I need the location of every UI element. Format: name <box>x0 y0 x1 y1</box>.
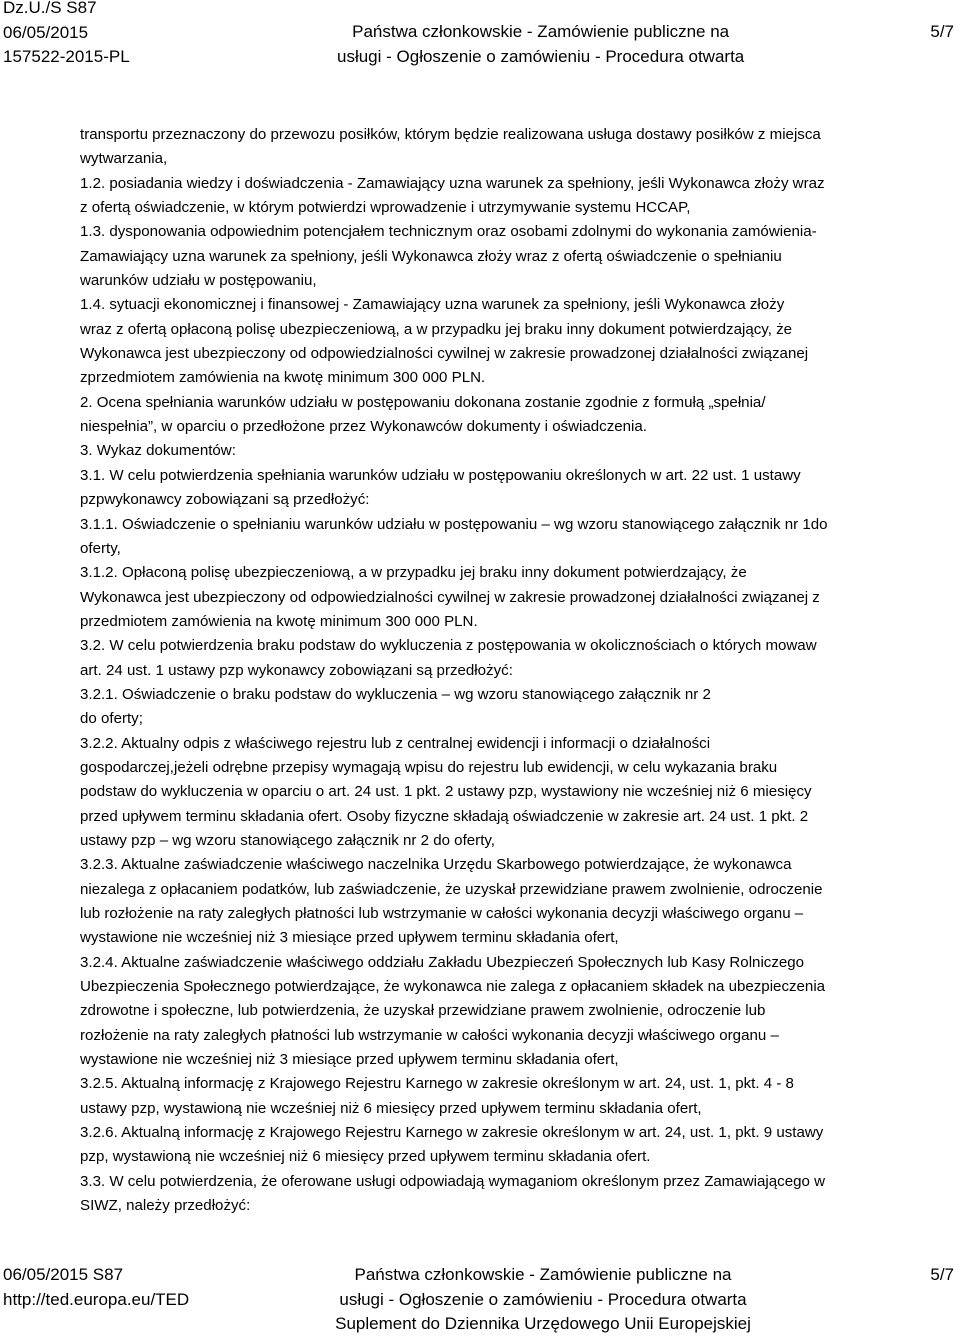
paragraph: 3.2.3. Aktualne zaświadczenie właściwego naczelnika Urzędu Skarbowego potwierdzające, że wykonawca niezalega z opłacaniem podatków, lub zaświadczenie, że uzyskał przewidziane prawem zwolnienie, odroczenie lub rozłożenie na raty zaległych płatności lub wstrzymanie w całości wykonania decyzji właściwego organu – wystawione nie wcześniej niż 3 miesiące przed upływem terminu składania ofert, <box>80 856 823 947</box>
paragraph: 1.4. sytuacji ekonomicznej i finansowej - Zamawiający uzna warunek za spełniony, jeśli Wykonawca złoży wraz z ofertą opłaconą polisę ubezpieczeniową, a w przypadku jej braku inny dokument potwierdzający, że Wykonawca jest ubezpieczony od odpowiedzialności cywilnej w zakresie prowadzonej działalności związanej zprzedmiotem zamówienia na kwotę minimum 300 000 PLN. <box>80 296 809 387</box>
paragraph: 3.1. W celu potwierdzenia spełniania warunków udziału w postępowaniu określonych w art. 22 ust. 1 ustawy pzpwykonawcy zobowiązani są przedłożyć: <box>80 466 801 509</box>
footer-supplement: Suplement do Dziennika Urzędowego Unii Europejskiej <box>335 1314 751 1333</box>
paragraph: 2. Ocena spełniania warunków udziału w postępowaniu dokonana zostanie zgodnie z formułą „spełnia/ niespełnia”, w oparciu o przedłożone przez Wykonawców dokumenty i oświadczenia. <box>80 393 766 436</box>
document-body <box>80 123 960 1218</box>
paragraph: transportu przeznaczony do przewozu posiłków, którym będzie realizowana usługa dostawy posiłków z miejsca wytwarzania, <box>80 126 821 168</box>
paragraph: 3.2.1. Oświadczenie o braku podstaw do wykluczenia – wg wzoru stanowiącego załącznik nr 2 do oferty; <box>80 685 711 728</box>
header-page-number: 5/7 <box>930 22 954 41</box>
journal-reference: Dz.U./S S87 <box>3 0 97 17</box>
paragraph: 3.1.2. Opłaconą polisę ubezpieczeniową, a w przypadku jej braku inny dokument potwierdzający, że Wykonawca jest ubezpieczony od odpowiedzialności cywilnej w zakresie prowadzonej działalności związanej z przedmiotem zamówienia na kwotę minimum 300 000 PLN. <box>80 564 820 630</box>
paragraph: 3. Wykaz dokumentów: <box>80 442 236 460</box>
paragraph: 3.3. W celu potwierdzenia, że oferowane usługi odpowiadają wymaganiom określonym przez Zamawiającego w SIWZ, należy przedłożyć: <box>80 1172 825 1215</box>
footer-date: 06/05/2015 S87 <box>3 1265 124 1284</box>
paragraph: 1.2. posiadania wiedzy i doświadczenia - Zamawiający uzna warunek za spełniony, jeśli Wykonawca złoży wraz z ofertą oświadczenie, w którym potwierdzi wprowadzenie i utrzymywanie systemu HCCAP, <box>80 174 825 217</box>
paragraph: 1.3. dysponowania odpowiednim potencjałem technicznym oraz osobami zdolnymi do wykonania zamówienia- Zamawiający uzna warunek za spełniony, jeśli Wykonawca złoży wraz z ofertą oświadczenie o spełnianiu warunków udziału w postępowaniu, <box>80 223 817 290</box>
header-notice-type <box>337 20 744 69</box>
paragraph: 3.2. W celu potwierdzenia braku podstaw do wykluczenia z postępowania w okolicznościach o których mowaw art. 24 ust. 1 ustawy pzp wykonawcy zobowiązani są przedłożyć: <box>80 637 817 679</box>
footer-date-and-source <box>3 1263 189 1312</box>
publication-date: 06/05/2015 <box>3 22 89 42</box>
header-document-reference <box>3 0 130 70</box>
paragraph: 3.2.6. Aktualną informację z Krajowego Rejestru Karnego w zakresie określonym w art. 24, ust. 1, pkt. 9 ustawy pzp, wystawioną nie wcześniej niż 6 miesięcy przed upływem terminu składania ofert. <box>80 1124 824 1166</box>
paragraph: 3.2.4. Aktualne zaświadczenie właściwego oddziału Zakładu Ubezpieczeń Społecznych lub Kasy Rolniczego Ubezpieczenia Społecznego potwierdzające, że wykonawca nie zalega z opłacaniem składek na ubezpieczenia zdrowotne i społeczne, lub potwierdzenia, że uzyskał przewidziane prawem zwolnienie, odroczenie lub rozłożenie na raty zaległych płatności lub wstrzymanie w całości wykonania decyzji właściwego organu – wystawione nie wcześniej niż 3 miesiące przed upływem terminu składania ofert, <box>80 953 826 1069</box>
paragraph: 3.2.2. Aktualny odpis z właściwego rejestru lub z centralnej ewidencji i informacji o działalności gospodarczej,jeżeli odrębne przepisy wymagają wpisu do rejestru lub ewidencji, w celu wykazania braku podstaw do wykluczenia w oparciu o art. 24 ust. 1 pkt. 2 ustawy pzp, wystawiony nie wcześniej niż 6 miesięcy przed upływem terminu składania ofert. Osoby fizyczne składają oświadczenie w zakresie art. 24 ust. 1 pkt. 2 ustawy pzp – wg wzoru stanowiącego załącznik nr 2 do oferty, <box>80 734 812 849</box>
footer-page-number: 5/7 <box>930 1265 954 1284</box>
footer-notice-type <box>313 1263 773 1337</box>
footer-title-line-1: Państwa członkowskie - Zamówienie publiczne na <box>354 1265 732 1284</box>
paragraph: 3.1.1. Oświadczenie o spełnianiu warunków udziału w postępowaniu – wg wzoru stanowiącego załącznik nr 1do oferty, <box>80 515 828 557</box>
header-title-line-2: usługi - Ogłoszenie o zamówieniu - Procedura otwarta <box>337 46 745 66</box>
footer-url: http://ted.europa.eu/TED <box>3 1289 190 1309</box>
notice-number: 157522-2015-PL <box>3 47 130 66</box>
paragraph: 3.2.5. Aktualną informację z Krajowego Rejestru Karnego w zakresie określonym w art. 24, ust. 1, pkt. 4 - 8 ustawy pzp, wystawioną nie wcześniej niż 6 miesięcy przed upływem terminu składania ofert, <box>80 1075 794 1117</box>
header-title-line-1: Państwa członkowskie - Zamówienie publiczne na <box>352 22 730 41</box>
footer-title-line-2: usługi - Ogłoszenie o zamówieniu - Procedura otwarta <box>339 1289 747 1309</box>
